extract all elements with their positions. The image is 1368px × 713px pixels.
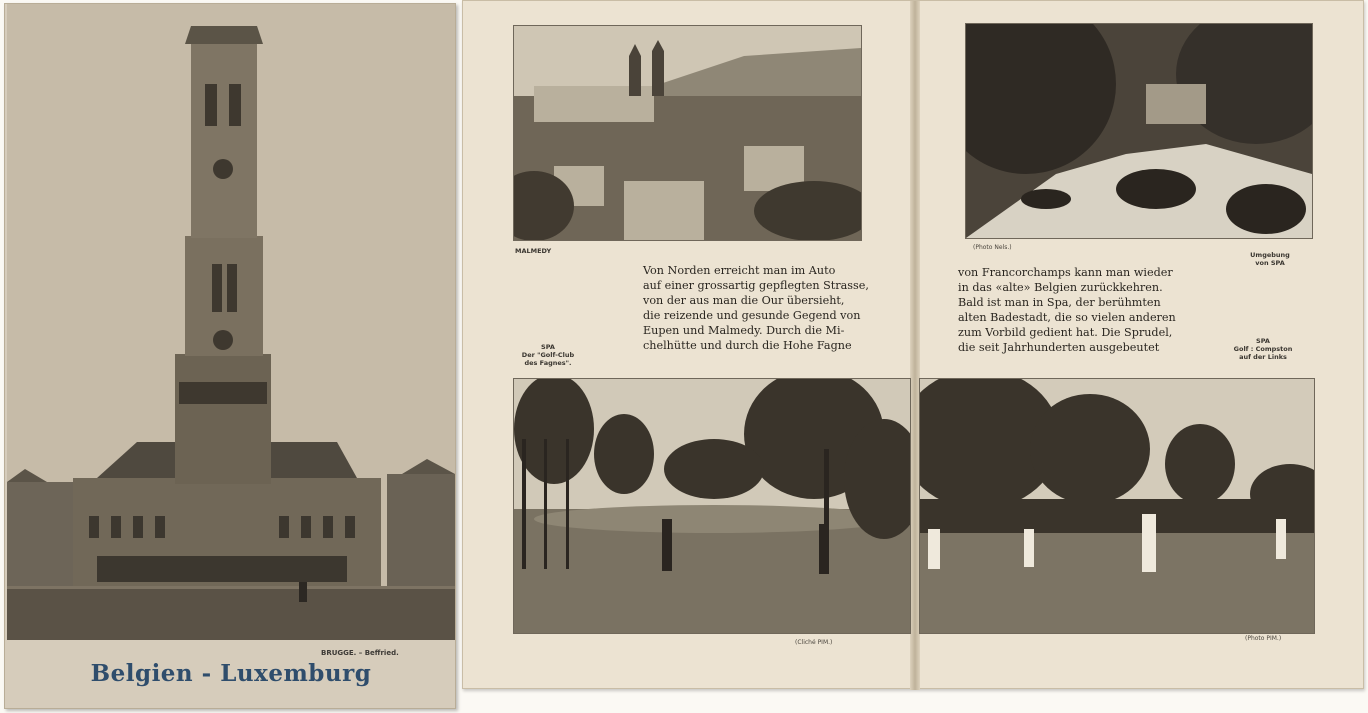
body-line: von Francorchamps kann man wieder [958, 266, 1173, 279]
spa-golf-caption: SPA Golf : Compston auf der Links [1233, 337, 1293, 361]
cover-photo-caption: BRUGGE. – Beffried. [321, 649, 399, 657]
body-line: Von Norden erreicht man im Auto [643, 264, 836, 277]
right-top-photo-credit: (Photo Nels.) [973, 244, 1012, 251]
belfry-photo [7, 4, 455, 640]
right-body-text [958, 265, 1178, 355]
cover-title: Belgien - Luxemburg [90, 660, 372, 687]
malmedy-caption: MALMEDY [515, 247, 552, 255]
golf-fagnes-photo [513, 378, 911, 634]
body-line: chelhütte und durch die Hohe Fagne [643, 339, 852, 352]
spa-waterfall-photo [965, 23, 1313, 239]
left-body-text [643, 263, 869, 353]
malmedy-photo [513, 25, 862, 241]
left-photo-credit: (Cliché PIM.) [795, 639, 833, 646]
golf-course-illustration [514, 379, 910, 633]
body-line: Bald ist man in Spa, der berühmten [958, 296, 1161, 309]
body-line: zum Vorbild gedient hat. Die Sprudel, [958, 326, 1173, 339]
right-photo-credit: (Photo PIM.) [1245, 635, 1282, 642]
belfry-illustration [7, 4, 455, 640]
body-line: die reizende und gesunde Gegend von [643, 309, 861, 322]
open-brochure-spread [462, 0, 1364, 689]
body-line: von der aus man die Our übersieht, [643, 294, 845, 307]
golf-links-illustration [920, 379, 1314, 633]
waterfall-illustration [966, 24, 1312, 238]
malmedy-town-illustration [514, 26, 861, 240]
body-line: die seit Jahrhunderten ausgebeutet [958, 341, 1160, 354]
spa-golf-links-photo [919, 378, 1315, 634]
body-line: alten Badestadt, die so vielen anderen [958, 311, 1176, 324]
spa-surroundings-caption: Umgebung von SPA [1250, 251, 1290, 267]
golf-club-caption: SPA Der "Golf-Club des Fagnes". [521, 343, 575, 367]
body-line: Eupen und Malmedy. Durch die Mi- [643, 324, 845, 337]
body-line: auf einer grossartig gepflegten Strasse, [643, 279, 869, 292]
brochure-cover [4, 3, 456, 709]
body-line: in das «alte» Belgien zurückkehren. [958, 281, 1163, 294]
